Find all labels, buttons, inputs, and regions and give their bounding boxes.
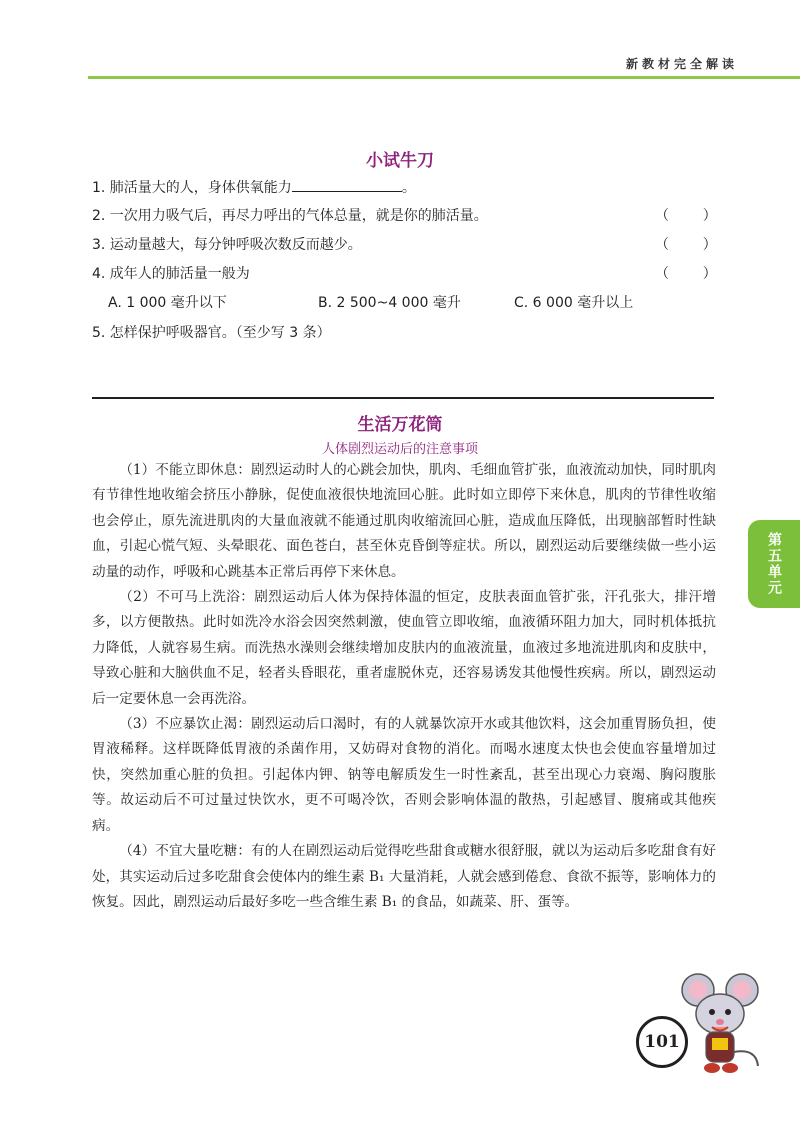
paragraph-4: （4）不宜大量吃糖：有的人在剧烈运动后觉得吃些甜食或糖水很舒服，就以为运动后多吃甜食有好处，其实运动后过多吃甜食会使体内的维生素 B₁ 大量消耗，人就会感到倦怠、食欲不振等，影响体力的恢复。因此，剧烈运动后最好多吃一些含维生素 B₁ 的食品，如蔬菜、肝、蛋等。: [92, 843, 716, 910]
unit-tab: 第五单元: [748, 520, 800, 608]
answer-paren-4[interactable]: （ ）: [655, 266, 717, 282]
life-subtitle: 人体剧烈运动后的注意事项: [321, 442, 478, 457]
paragraph-1: （1）不能立即休息：剧烈运动时人的心跳会加快，肌肉、毛细血管扩张，血液流动加快，同时肌肉有节律性地收缩会挤压小静脉，促使血液很快地流回心脏。此时如立即停下来休息，肌肉的节律性收缩也会停止，原先流进肌肉的大量血液就不能通过肌肉收缩流回心脏，造成血压降低，出现脑部暂时性缺血，引起心慌气短、头晕眼花、面色苍白，甚至休克昏倒等症状。所以，剧烈运动后要继续做一些小运动量的动作，呼吸和心跳基本正常后再停下来休息。: [92, 462, 716, 580]
answer-paren-3[interactable]: （ ）: [655, 237, 717, 253]
answer-paren-2[interactable]: （ ）: [655, 208, 717, 224]
paragraph-2: （2）不可马上洗浴：剧烈运动后人体为保持体温的恒定，皮肤表面血管扩张，汗孔张大，排汗增多，以方便散热。此时如洗冷水浴会因突然刺激，使血管立即收缩，血液循环阻力加大，同时机体抵抗力降低，人就容易生病。而洗热水澡则会继续增加皮肤内的血液流量，血液过多地流进肌肉和皮肤中，导致心脏和大脑供血不足，轻者头昏眼花，重者虚脱休克，还容易诱发其他慢性疾病。所以，剧烈运动后一定要休息一会再洗浴。: [92, 589, 716, 707]
header-title: 新教材完全解读: [625, 57, 738, 71]
question-4: 4. 成年人的肺活量一般为: [92, 266, 250, 282]
option-a: A. 1 000 毫升以下: [108, 295, 227, 311]
question-3: 3. 运动量越大，每分钟呼吸次数反而越少。: [92, 237, 362, 253]
article-body: [92, 458, 716, 915]
page-number: 101: [636, 1016, 688, 1068]
quiz-title: 小试牛刀: [366, 151, 434, 171]
option-c: C. 6 000 毫升以上: [514, 295, 634, 311]
question-5: 5. 怎样保护呼吸器官。（至少写 3 条）: [92, 325, 331, 341]
question-1: 1. 肺活量大的人，身体供氧能力 。: [92, 177, 416, 197]
header-bar: [88, 76, 800, 79]
option-b: B. 2 500~4 000 毫升: [318, 295, 461, 311]
answer-blank[interactable]: [292, 177, 402, 192]
question-2: 2. 一次用力吸气后，再尽力呼出的气体总量，就是你的肺活量。: [92, 208, 488, 224]
section-divider: [92, 397, 714, 399]
paragraph-3: （3）不应暴饮止渴：剧烈运动后口渴时，有的人就暴饮凉开水或其他饮料，这会加重胃肠负担，使胃液稀释。这样既降低胃液的杀菌作用，又妨碍对食物的消化。而喝水速度太快也会使血容量增加过快，突然加重心脏的负担。引起体内钾、钠等电解质发生一时性紊乱，甚至出现心力衰竭、胸闷腹胀等。故运动后不可过量过快饮水，更不可喝冷饮，否则会影响体温的散热，引起感冒、腹痛或其他疾病。: [92, 716, 716, 834]
life-title: 生活万花筒: [357, 415, 443, 435]
